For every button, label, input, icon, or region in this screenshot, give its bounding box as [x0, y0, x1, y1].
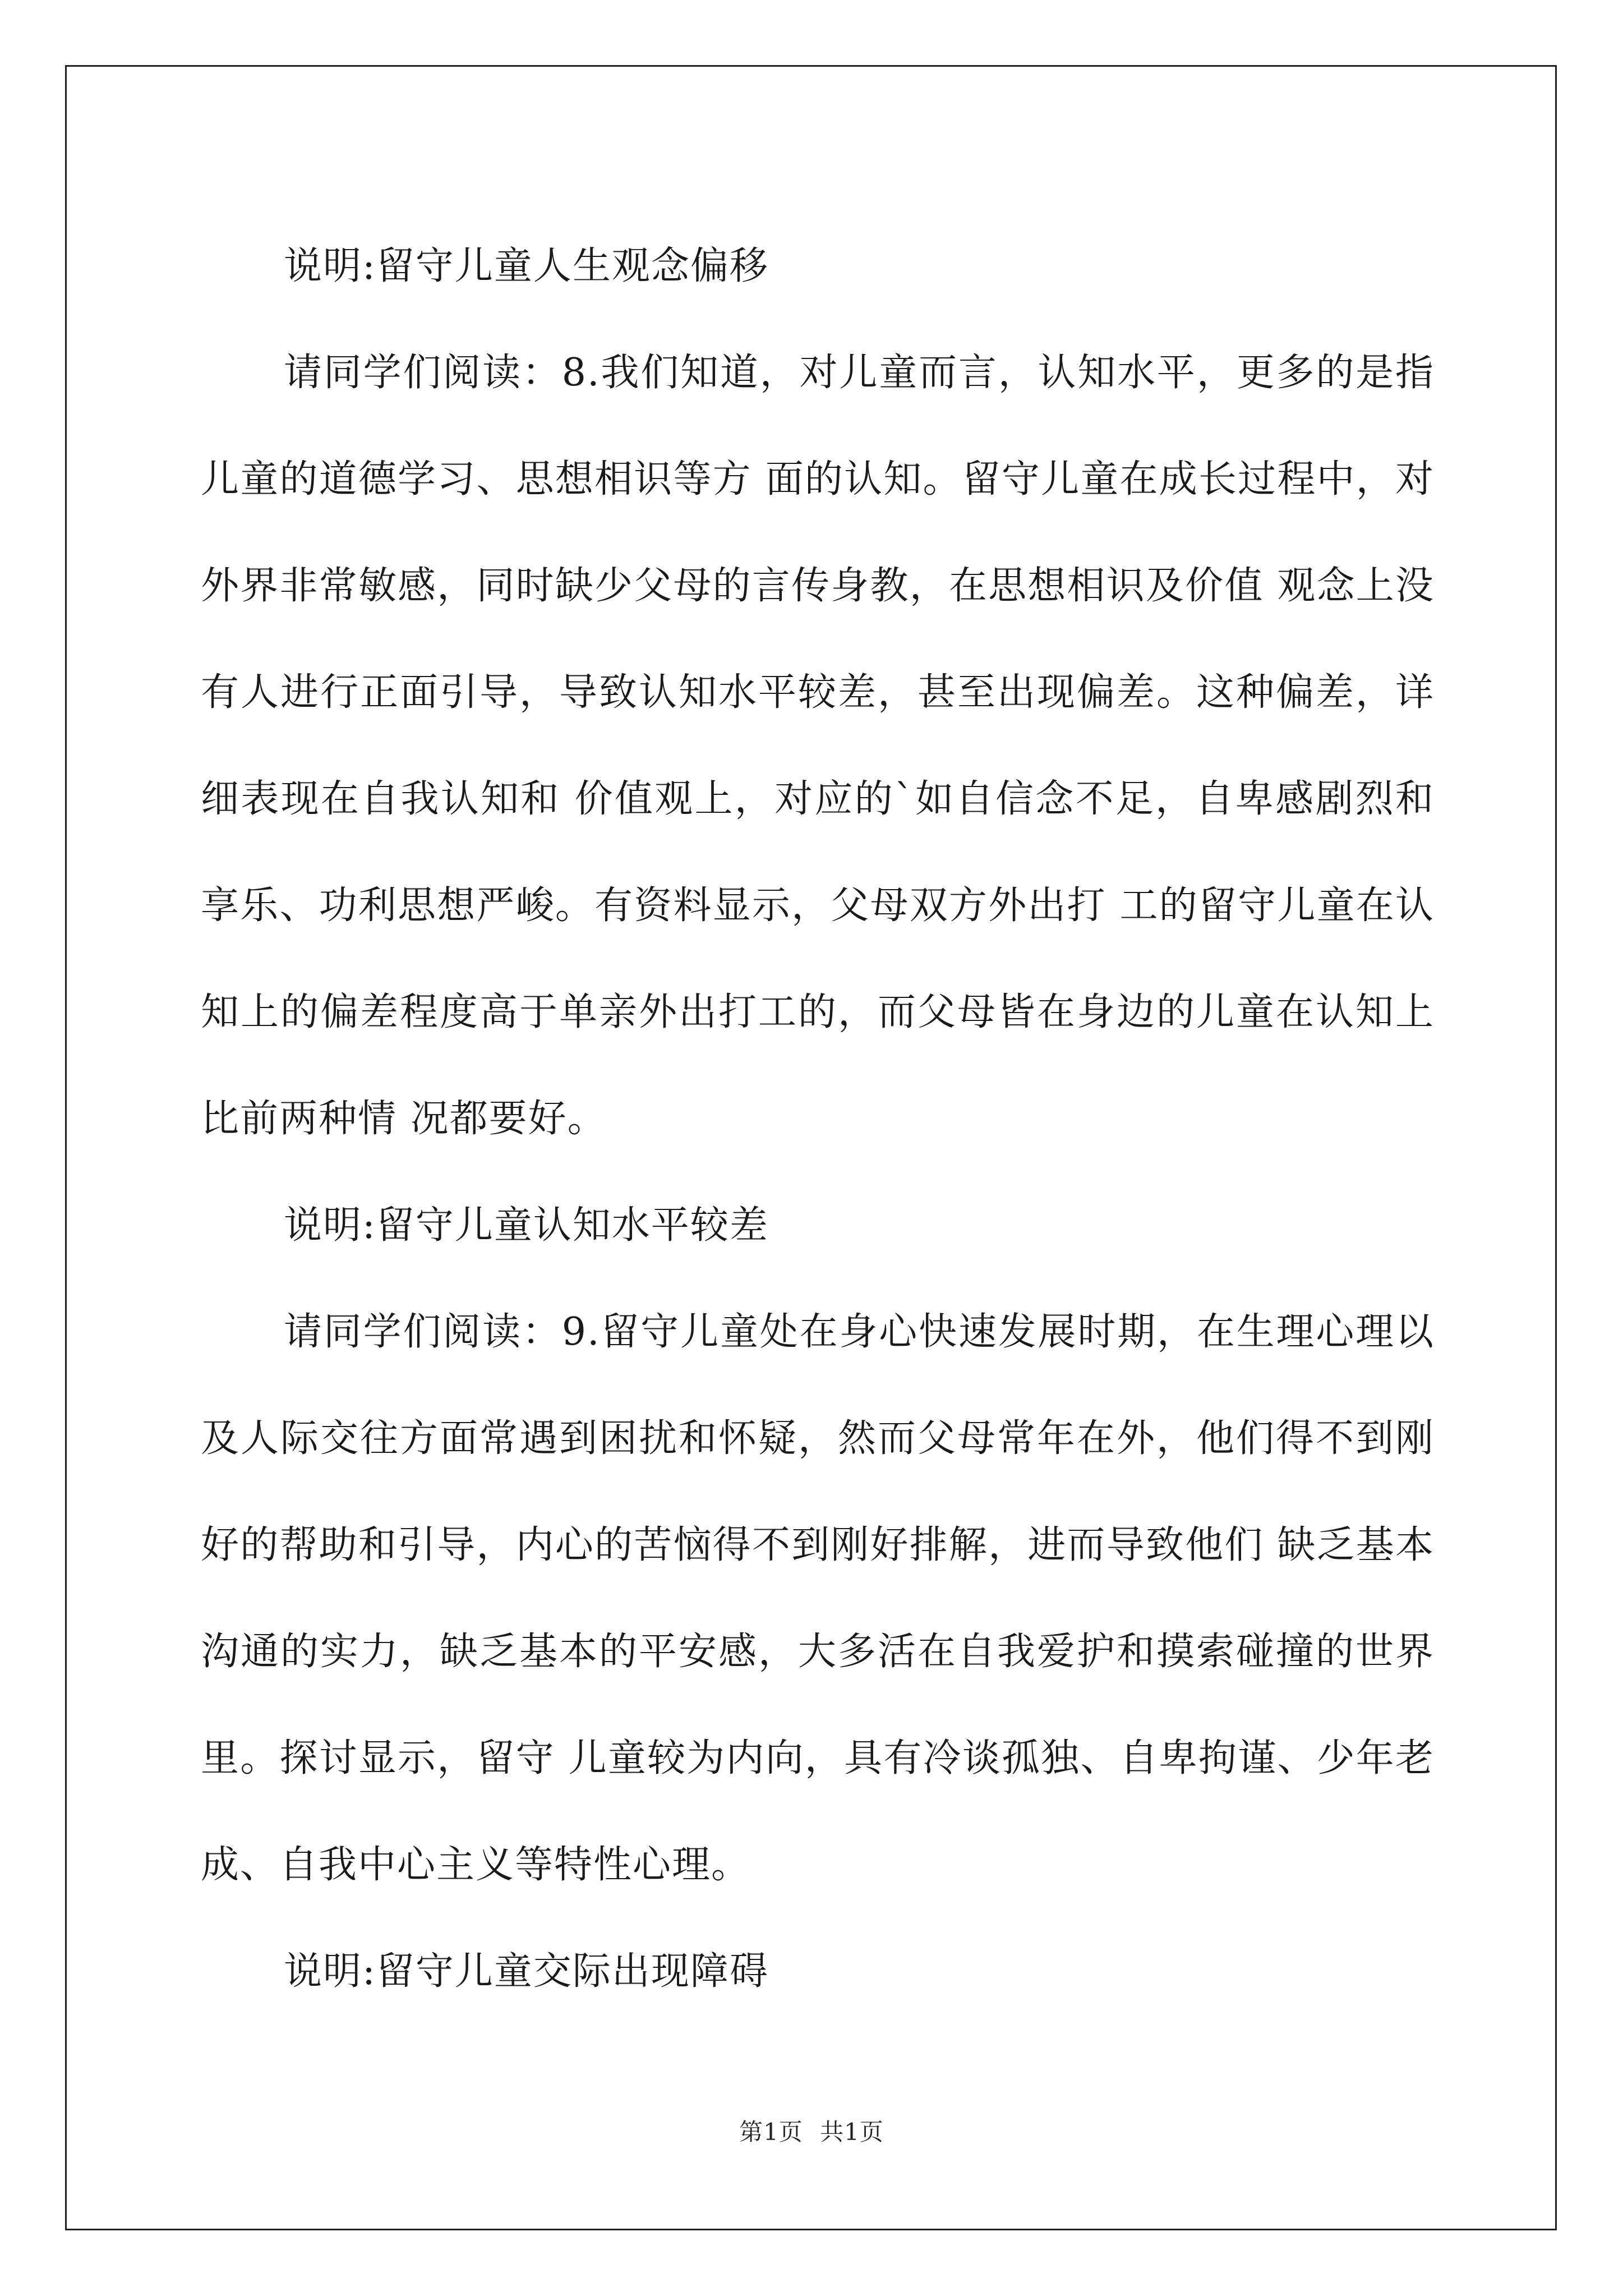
paragraph-reading-8: 请同学们阅读：8.我们知道，对儿童而言，认知水平，更多的是指儿童的道德学习、思想相识等方 面的认知。留守儿童在成长过程中，对外界非常敏感，同时缺少父母的言传身教，在思想相识及价值 观念上没有人进行正面引导，导致认知水平较差，甚至出现偏差。这种偏差，详细表现在自我认知和 价值观上，对应的`如自信念不足，自卑感剧烈和享乐、功利思想严峻。有资料显示，父母双方外出打 工的留守儿童在认知上的偏差程度高于单亲外出打工的，而父母皆在身边的儿童在认知上比前两种情 况都要好。	[201, 351, 1435, 1141]
paragraph-note-2: 说明:留守儿童认知水平较差	[284, 1203, 769, 1248]
paragraph-note-3: 说明:留守儿童交际出现障碍	[284, 1949, 769, 1994]
page-footer	[0, 2114, 1623, 2147]
document-body	[201, 213, 1435, 2025]
paragraph-reading-9: 请同学们阅读：9.留守儿童处在身心快速发展时期，在生理心理以及人际交往方面常遇到困扰和怀疑，然而父母常年在外，他们得不到刚好的帮助和引导，内心的苦恼得不到刚好排解，进而导致他们 缺乏基本沟通的实力，缺乏基本的平安感，大多活在自我爱护和摸索碰撞的世界里。探讨显示，留守 儿童较为内向，具有冷谈孤独、自卑拘谨、少年老成、自我中心主义等特性心理。	[201, 1310, 1435, 1887]
page-total: 共1页	[820, 2118, 884, 2146]
page-number: 第1页	[739, 2118, 803, 2146]
paragraph-note-1: 说明:留守儿童人生观念偏移	[284, 244, 769, 288]
